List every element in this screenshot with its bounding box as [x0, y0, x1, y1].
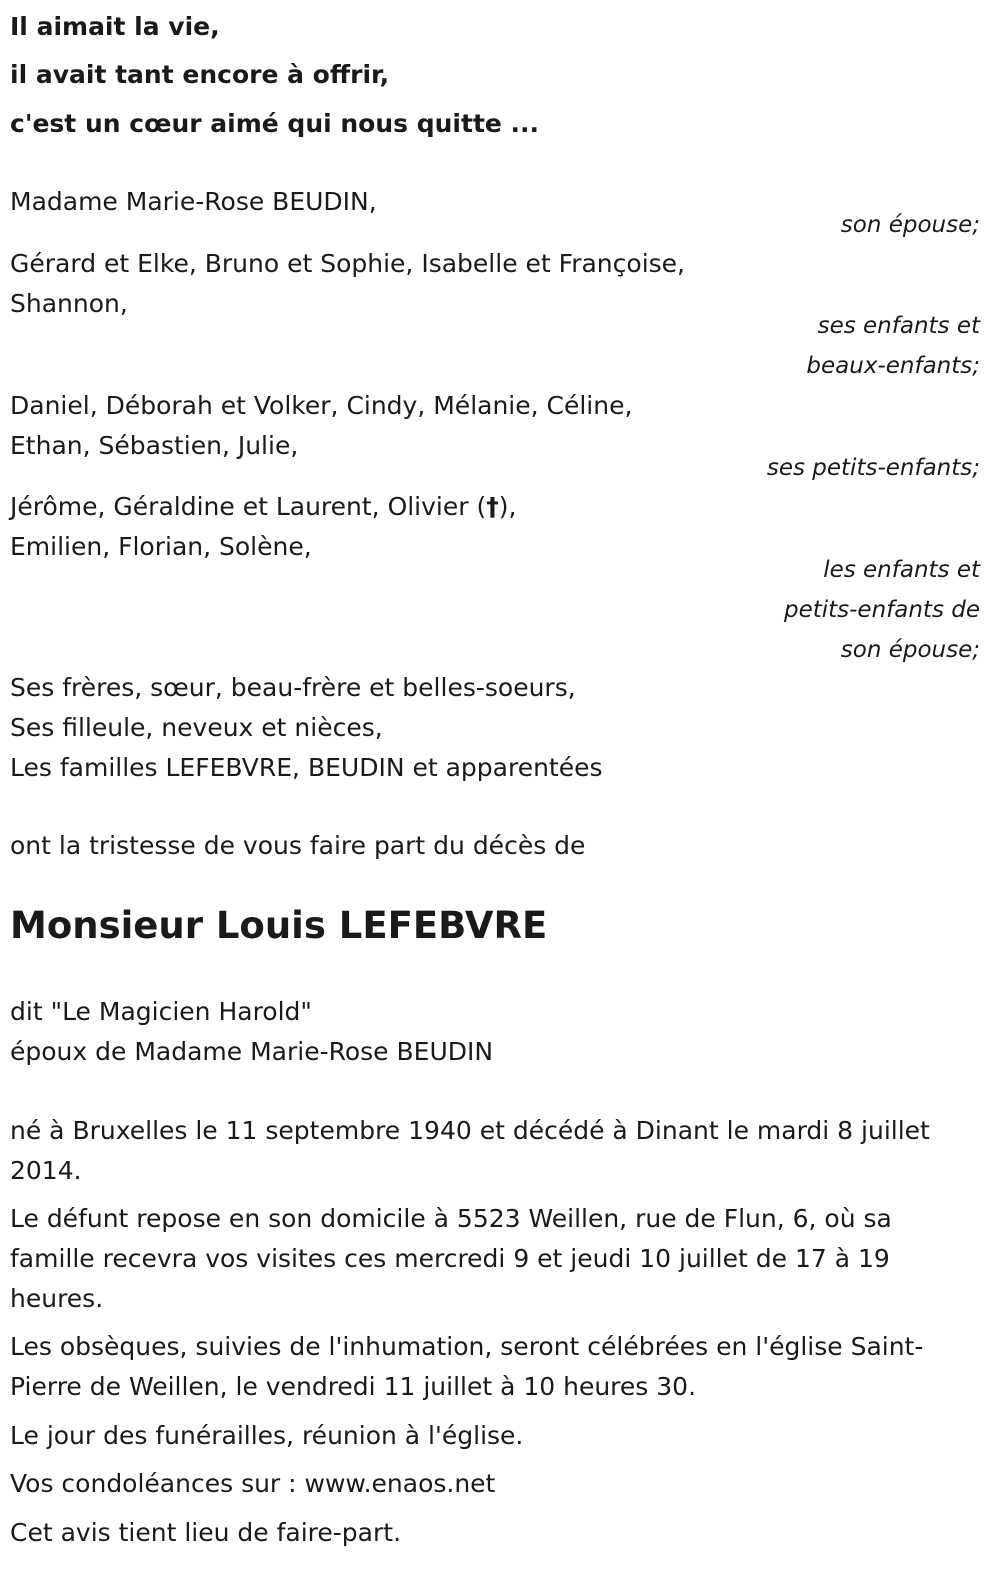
- visitation-paragraph: Le défunt repose en son domicile à 5523 Weillen, rue de Flun, 6, où sa famille recevra vos visites ces mercredi 9 et jeudi 10 juillet de 17 à 19 heures.: [10, 1204, 892, 1313]
- meeting-paragraph: Le jour des funérailles, réunion à l'église.: [10, 1421, 524, 1450]
- condolences-paragraph: Vos condoléances sur : www.enaos.net: [10, 1469, 496, 1498]
- children-names: Gérard et Elke, Bruno et Sophie, Isabelle et Françoise, Shannon,: [10, 249, 685, 318]
- spouse-descendants-role: les enfants et petits-enfants de son épouse;: [783, 557, 980, 663]
- birth-death-paragraph: né à Bruxelles le 11 septembre 1940 et décédé à Dinant le mardi 8 juillet 2014.: [10, 1116, 930, 1185]
- grandchildren-role: ses petits-enfants;: [766, 455, 980, 481]
- announcement-text: ont la tristesse de vous faire part du décès de: [10, 831, 586, 860]
- extended-family: Ses frères, sœur, beau-frère et belles-soeurs, Ses filleule, neveux et nièces, Les familles LEFEBVRE, BEUDIN et apparentées: [10, 673, 603, 782]
- spouse-descendants-line1-end: ),: [498, 492, 517, 521]
- cross-icon: †: [486, 492, 499, 521]
- poem-line: c'est un cœur aimé qui nous quitte ...: [10, 109, 540, 138]
- spouse-name: Madame Marie-Rose BEUDIN,: [10, 187, 377, 216]
- poem-line: il avait tant encore à offrir,: [10, 60, 390, 89]
- spouse-role: son épouse;: [840, 212, 980, 238]
- notice-paragraph: Cet avis tient lieu de faire-part.: [10, 1518, 402, 1547]
- children-role: ses enfants et beaux-enfants;: [806, 313, 980, 379]
- spouse-descendants-line2: Emilien, Florian, Solène,: [10, 532, 312, 561]
- funeral-paragraph: Les obsèques, suivies de l'inhumation, seront célébrées en l'église Saint- Pierre de Weillen, le vendredi 11 juillet à 10 heures 30.: [10, 1332, 924, 1401]
- spouse-descendants-line1: Jérôme, Géraldine et Laurent, Olivier (: [10, 492, 487, 521]
- deceased-details: dit "Le Magicien Harold" époux de Madame Marie-Rose BEUDIN: [10, 997, 494, 1066]
- grandchildren-names: Daniel, Déborah et Volker, Cindy, Mélanie, Céline, Ethan, Sébastien, Julie,: [10, 391, 633, 460]
- deceased-name: Monsieur Louis LEFEBVRE: [10, 904, 548, 947]
- poem-line: Il aimait la vie,: [10, 12, 220, 41]
